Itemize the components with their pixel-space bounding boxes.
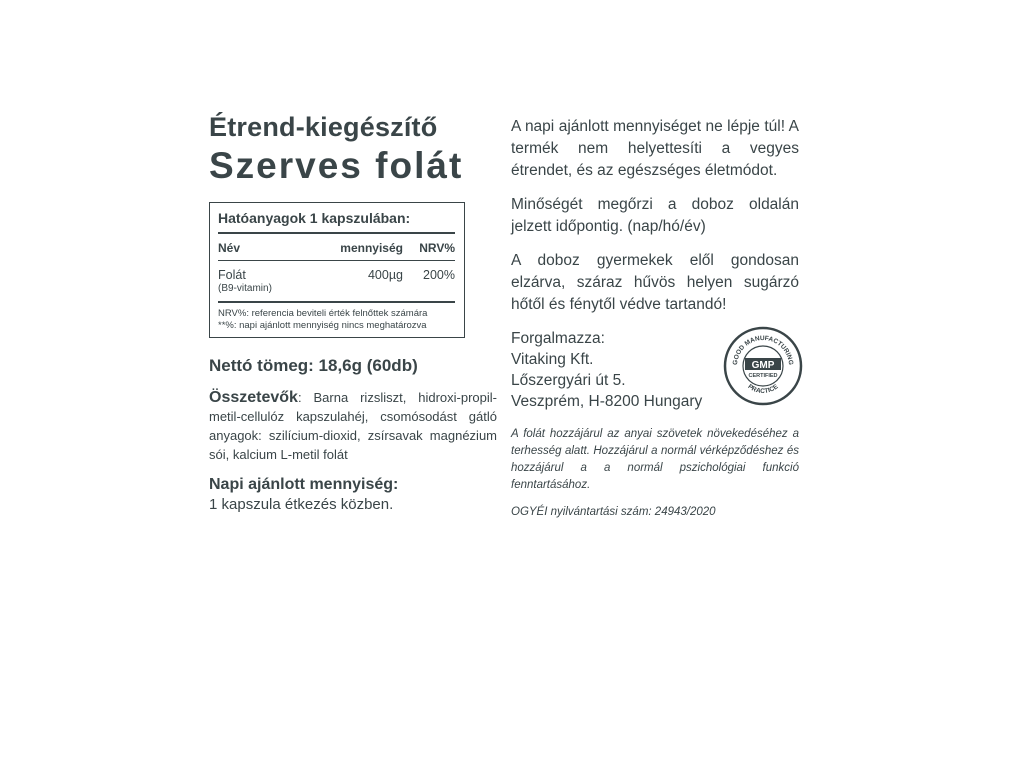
health-claim: A folát hozzájárul az anyai szövetek növekedéséhez a terhesség alatt. Hozzájárul a normál vérképződéshez és hozzájárul a a normál pszichológiai funkció fenntartásához.: [511, 428, 799, 491]
seal-bottom-text: PRACTICE: [746, 383, 780, 396]
product-title: Szerves folát: [209, 145, 464, 186]
column-header-name: Név: [218, 241, 241, 255]
seal-top-text: GOOD MANUFACTURING: [731, 334, 795, 366]
ingredient-subname: (B9-vitamin): [218, 283, 272, 294]
gmp-seal-icon: [723, 326, 803, 406]
warning-dosage: A napi ajánlott mennyiséget ne lépje túl! A termék nem helyettesíti a vegyes étrendet, és az egészséges életmódot.: [511, 118, 799, 179]
column-header-amount: mennyiség: [340, 241, 403, 255]
warning-expiry: Minőségét megőrzi a doboz oldalán jelzett időpontig. (nap/hó/év): [511, 196, 799, 235]
ingredient-notes: [218, 303, 455, 332]
ingredient-box: [209, 202, 465, 338]
ingredient-name: Folát: [218, 268, 246, 282]
distributor-street: Lőszergyári út 5.: [511, 372, 626, 389]
dosage-label: Napi ajánlott mennyiség:: [209, 476, 399, 493]
registration-number: OGYÉI nyilvántartási szám: 24943/2020: [511, 506, 716, 518]
distributor-label: Forgalmazza:: [511, 330, 605, 347]
ingredient-box-heading: Hatóanyagok 1 kapszulában:: [218, 209, 455, 234]
ingredient-nrv: 200%: [423, 268, 455, 282]
composition-label: Összetevők: [209, 389, 298, 406]
left-column: [209, 110, 499, 515]
column-header-nrv: NRV%: [419, 241, 455, 255]
ingredient-amount: 400µg: [367, 268, 403, 282]
composition-text: : Barna rizsliszt, hidroxi-propil-metil-cellulóz kapszulahéj, csomósodást gátló anyagok: szilícium-dioxid, zsírsavak magnézium sói, kalcium L-metil folát: [209, 390, 497, 462]
ingredient-table-header: [218, 234, 455, 261]
ingredient-row: [218, 261, 455, 303]
dosage-text: 1 kapszula étkezés közben.: [209, 496, 394, 513]
warning-storage: A doboz gyermekek elől gondosan elzárva, száraz hűvös helyen sugárzó hőtől és fénytől védve tartandó!: [511, 252, 799, 313]
category-title: Étrend-kiegészítő: [209, 112, 438, 142]
net-weight: Nettó tömeg: 18,6g (60db): [209, 356, 418, 375]
right-column: [511, 116, 801, 521]
dosage: [209, 475, 499, 515]
seal-center-sub: CERTIFIED: [748, 373, 778, 379]
seal-center-text: GMP: [751, 360, 775, 371]
note-nrv: NRV%: referencia beviteli érték felnőttek számára: [218, 308, 428, 319]
distributor-city: Veszprém, H-8200 Hungary: [511, 393, 703, 410]
composition: [209, 388, 497, 464]
distributor-name: Vitaking Kft.: [511, 351, 594, 368]
ingredient-name-cell: [218, 267, 318, 295]
note-unknown-nrv: **%: napi ajánlott mennyiség nincs meghatározva: [218, 320, 427, 331]
